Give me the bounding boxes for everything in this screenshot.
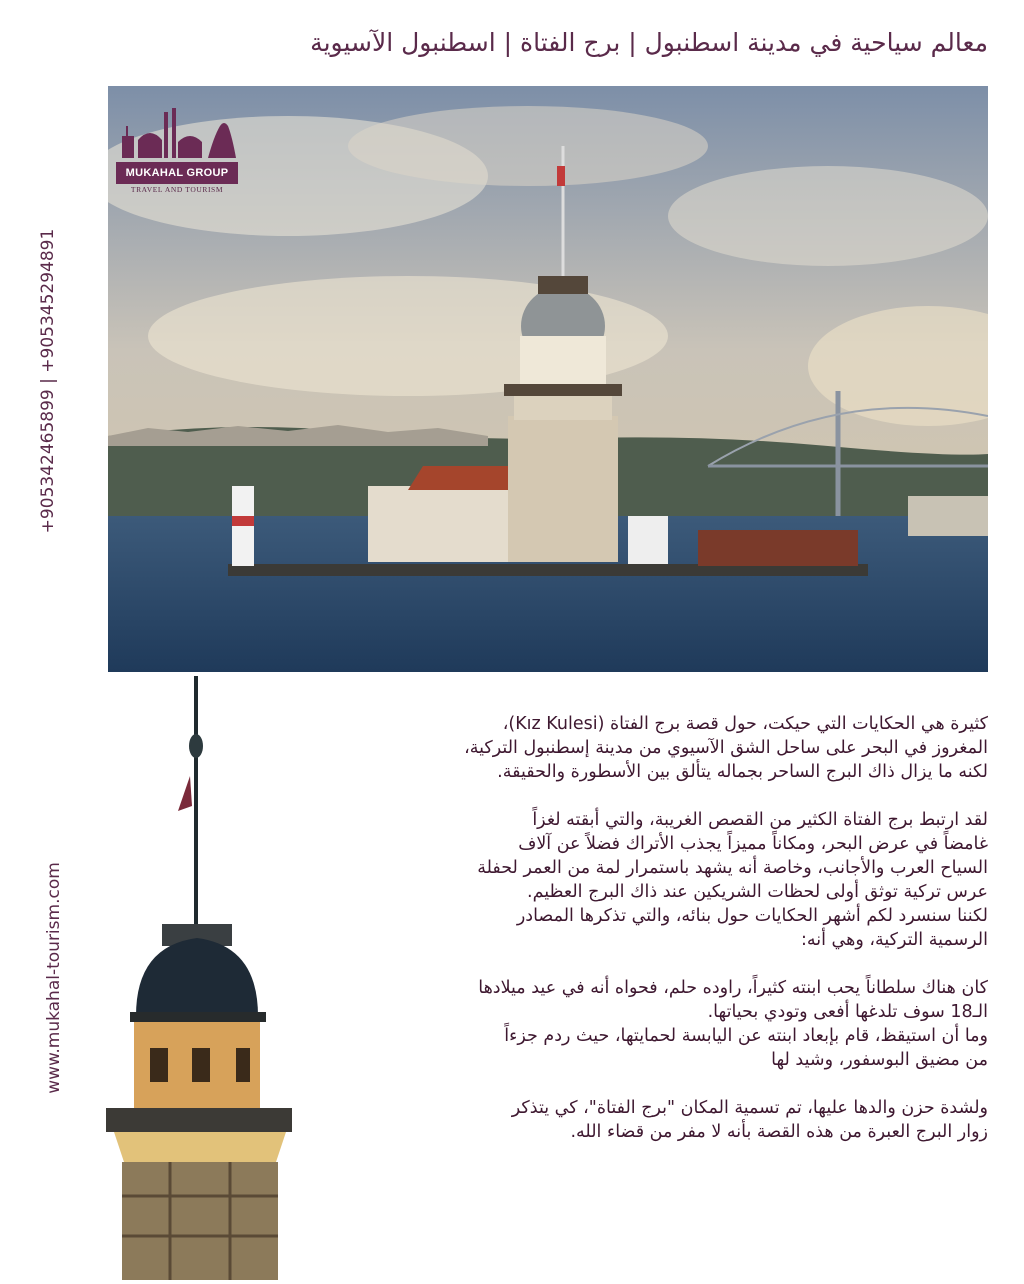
article-paragraph-2: لقد ارتبط برج الفتاة الكثير من القصص الغريبة، والتي أبقته لغزاً غامضاً في عرض البحر، ومكاناً مميزاً يجذب الأتراك فضلاً عن آلاف السياح العرب والأجانب، وخاصة أنه يشهد باستمرار لمة من العمر لحفلة عرس تركية توثق أولى لحظات الشريكين عند ذاك البرج العظيم. لكننا سنسرد لكم أشهر الحكايات حول بنائه، والتي تذكرها المصادر الرسمية التركية، وهي أنه: — [477, 810, 988, 950]
page-title: معالم سياحية في مدينة اسطنبول | برج الفتاة | اسطنبول الآسيوية — [310, 28, 988, 57]
contact-phones: +905342465899 | +905345294891 — [38, 228, 58, 534]
article-paragraph-1: كثيرة هي الحكايات التي حيكت، حول قصة برج الفتاة (Kız Kulesi)، المغروز في البحر على ساحل الشق الآسيوي من مدينة إسطنبول التركية، لكنه ما يزال ذاك البرج الساحر بجماله يتألق بين الأسطورة والحقيقة. — [464, 714, 988, 782]
article-body — [298, 712, 988, 1168]
contact-website: www.mukahal-tourism.com — [44, 862, 64, 1094]
istanbul-skyline-icon — [116, 106, 240, 162]
tower-illustration — [100, 676, 300, 1280]
logo-tagline: TRAVEL AND TOURISM — [130, 185, 224, 194]
logo-brand-name: MUKAHAL GROUP — [116, 162, 238, 184]
mukahal-logo — [116, 106, 240, 196]
article-paragraph-3: كان هناك سلطاناً يحب ابنته كثيراً، راوده حلم، فحواه أنه في عيد ميلادها الـ18 سوف تلدغها أفعى وتودي بحياتها. وما أن استيقظ، قام بإبعاد ابنته عن اليابسة لحمايتها، حيث ردم جزءاً من مضيق البوسفور، وشيد لها — [478, 978, 988, 1070]
maidens-tower-photo — [108, 86, 988, 672]
article-paragraph-4: ولشدة حزن والدها عليها، تم تسمية المكان "برج الفتاة"، كي يتذكر زوار البرج العبرة من هذه القصة بأنه لا مفر من قضاء الله. — [511, 1098, 988, 1142]
